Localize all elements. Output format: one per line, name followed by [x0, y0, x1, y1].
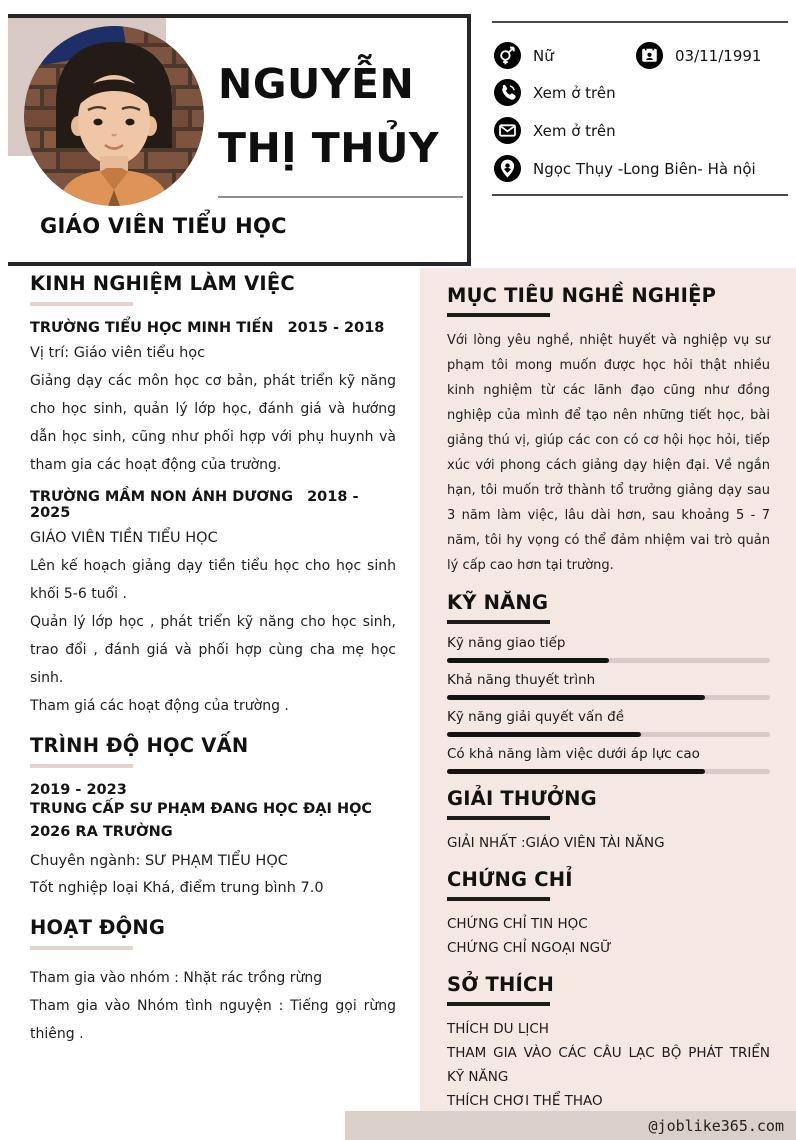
contact-address	[494, 155, 756, 182]
experience-description-line: Quản lý lớp học , phát triển kỹ năng cho học sinh, trao đổi , đánh giá và phối hợp cùng cha mẹ học sinh.	[30, 614, 396, 686]
activities-underline	[30, 946, 133, 950]
skill-bar-fill	[447, 732, 641, 737]
candidate-name-line1: NGUYỄN	[218, 60, 415, 108]
activity-item: Tham gia vào Nhóm tình nguyện : Tiếng gọi rừng thiêng .	[30, 998, 396, 1042]
footer-watermark-bar	[345, 1111, 796, 1140]
section-title-skills: KỸ NĂNG	[447, 591, 549, 614]
gender-value: Nữ	[533, 46, 554, 65]
skill-bar-fill	[447, 769, 705, 774]
experience-underline	[30, 302, 133, 306]
section-title-education: TRÌNH ĐỘ HỌC VẤN	[30, 734, 249, 757]
education-period: 2019 - 2023	[30, 782, 127, 798]
education-school: TRUNG CẤP SƯ PHẠM ĐANG HỌC ĐẠI HỌC 2026 RA TRƯỜNG	[30, 801, 373, 840]
experience-description: Giảng dạy các môn học cơ bản, phát triển kỹ năng cho học sinh, quản lý lớp học, đánh giá và hướng dẫn học sinh, cũng như phối hợp với phụ huynh và tham gia các hoạt động của trường.	[30, 373, 396, 473]
award-item: GIẢI NHẤT :GIÁO VIÊN TÀI NĂNG	[447, 835, 665, 851]
experience-entry-2-head	[30, 489, 396, 521]
objective-underline	[447, 313, 550, 317]
skill-bar-track	[447, 695, 770, 700]
hobby-item: THÍCH DU LỊCH	[447, 1021, 549, 1037]
position-line: GIÁO VIÊN TIỀN TIỂU HỌC	[30, 530, 218, 546]
awards-underline	[447, 816, 550, 820]
company-name: TRƯỜNG MẦM NON ÁNH DƯƠNG	[30, 489, 294, 505]
address-value: Ngọc Thụy -Long Biên- Hà nội	[533, 159, 756, 178]
skill-bar-track	[447, 732, 770, 737]
email-icon	[494, 117, 521, 144]
skill-label: Kỹ năng giao tiếp	[447, 635, 566, 651]
gender-icon	[494, 42, 521, 69]
contact-divider-top	[492, 21, 788, 23]
skill-label: Có khả năng làm việc dưới áp lực cao	[447, 746, 700, 762]
phone-icon	[494, 79, 521, 106]
objective-text: Với lòng yêu nghề, nhiệt huyết và nghiệp vụ sư phạm tôi mong muốn được học hỏi thật nhiều kinh nghiệm từ các lãnh đạo cũng như đồng nghiệp của mình để tạo nên những tiết học, bài giảng thú vị, giúp các con có cơ hội học hỏi, tiếp xúc với phong cách giảng dạy hiện đại. Về ngắn hạn, tôi muốn trở thành tổ trưởng giảng dạy sau 3 năm làm việc, lâu dài hơn, sau khoảng 5 - 7 năm, tôi hy vọng có thể đảm nhiệm vai trò quản lý cấp cao hơn tại trường.	[447, 333, 770, 573]
education-major: Chuyên ngành: SƯ PHẠM TIỂU HỌC	[30, 853, 288, 869]
contact-gender	[494, 42, 554, 69]
activity-item: Tham gia vào nhóm : Nhặt rác trồng rừng	[30, 970, 323, 986]
experience-description-line: Tham giá các hoạt động của trường .	[30, 698, 289, 714]
section-title-objective: MỤC TIÊU NGHỀ NGHIỆP	[447, 284, 717, 307]
phone-value: Xem ở trên	[533, 83, 616, 102]
position-line: Vị trí: Giáo viên tiểu học	[30, 345, 206, 361]
candidate-name-line2: THỊ THỦY	[218, 124, 440, 172]
skill-label: Kỹ năng giải quyết vấn đề	[447, 709, 625, 725]
skill-item	[447, 672, 770, 700]
contact-phone	[494, 79, 616, 106]
certificate-item: CHỨNG CHỈ NGOẠI NGỮ	[447, 940, 612, 956]
right-panel	[420, 268, 796, 1111]
experience-description-line: Lên kế hoạch giảng dạy tiền tiểu học cho học sinh khối 5-6 tuổi .	[30, 558, 396, 602]
skill-bar-fill	[447, 695, 705, 700]
candidate-name	[218, 52, 439, 180]
name-divider	[218, 196, 463, 198]
skill-label: Khả năng thuyết trình	[447, 672, 596, 688]
profile-photo-illustration	[24, 26, 204, 206]
hobbies-underline	[447, 1002, 550, 1006]
birthday-value: 03/11/1991	[675, 46, 762, 65]
certificates-underline	[447, 897, 550, 901]
company-name: TRƯỜNG TIỂU HỌC MINH TIẾN	[30, 320, 274, 336]
skill-bar-track	[447, 769, 770, 774]
job-title: GIÁO VIÊN TIỂU HỌC	[40, 214, 287, 238]
section-title-experience: KINH NGHIỆM LÀM VIỆC	[30, 272, 295, 295]
skill-item	[447, 746, 770, 774]
experience-entry-1-head	[30, 320, 396, 336]
section-title-certificates: CHỨNG CHỈ	[447, 868, 573, 891]
work-period: 2018 - 2025	[30, 489, 359, 521]
contact-birthday	[636, 42, 761, 69]
profile-photo	[24, 26, 204, 206]
section-title-hobbies: SỞ THÍCH	[447, 973, 554, 996]
skill-item	[447, 635, 770, 663]
skill-bar-track	[447, 658, 770, 663]
certificate-item: CHỨNG CHỈ TIN HỌC	[447, 916, 588, 932]
skills-underline	[447, 620, 550, 624]
hobby-item: THÍCH CHƠI THỂ THAO	[447, 1093, 603, 1109]
contact-divider-bottom	[492, 194, 788, 196]
education-result: Tốt nghiệp loại Khá, điểm trung bình 7.0	[30, 880, 324, 896]
contact-email	[494, 117, 616, 144]
education-underline	[30, 764, 133, 768]
skill-bar-fill	[447, 658, 609, 663]
section-title-awards: GIẢI THƯỞNG	[447, 787, 597, 810]
skill-item	[447, 709, 770, 737]
work-period: 2015 - 2018	[287, 320, 385, 336]
section-title-activities: HOẠT ĐỘNG	[30, 916, 166, 939]
watermark-text: @joblike365.com	[648, 1116, 784, 1135]
left-column	[30, 272, 396, 1048]
hobby-item: THAM GIA VÀO CÁC CÂU LẠC BỘ PHÁT TRIỂN KỸ NĂNG	[447, 1045, 770, 1085]
email-value: Xem ở trên	[533, 121, 616, 140]
location-icon	[494, 155, 521, 182]
calendar-icon	[636, 42, 663, 69]
